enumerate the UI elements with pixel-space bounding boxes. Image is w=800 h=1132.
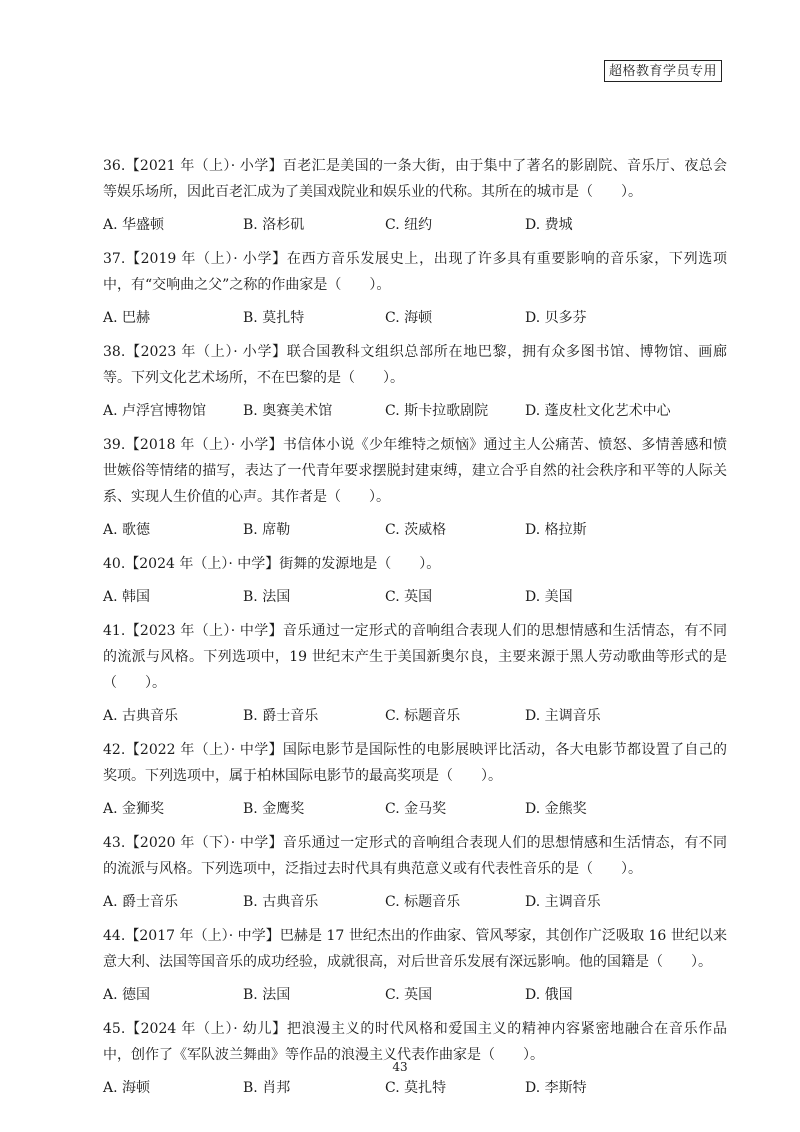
question-36 <box>103 153 727 238</box>
question-stem: 39.【2018 年（上）· 小学】书信体小说《少年维特之烦恼》通过主人公痛苦、愤怒、多情善感和愤世嫉俗等情绪的描写，表达了一代青年要求摆脱封建束缚，建立合乎自然的社会秩序和平等的人际关系、实现人生价值的心声。其作者是（ ）。 <box>103 437 727 505</box>
option-b: B. 古典音乐 <box>243 894 319 910</box>
question-39 <box>103 432 727 543</box>
options-row <box>103 398 727 424</box>
option-d: D. 俄国 <box>525 987 573 1003</box>
options-row <box>103 212 727 238</box>
option-b: B. 法国 <box>243 987 291 1003</box>
question-44 <box>103 923 727 1008</box>
question-43 <box>103 830 727 915</box>
question-stem: 38.【2023 年（上）· 小学】联合国教科文组织总部所在地巴黎，拥有众多图书馆、博物馆、画廊等。下列文化艺术场所，不在巴黎的是（ ）。 <box>103 344 727 386</box>
options-row <box>103 517 727 543</box>
question-stem: 37.【2019 年（上）· 小学】在西方音乐发展史上，出现了许多具有重要影响的音乐家，下列选项中，有“交响曲之父”之称的作曲家是（ ）。 <box>103 251 727 293</box>
option-c: C. 斯卡拉歌剧院 <box>385 403 489 419</box>
options-row <box>103 703 727 729</box>
option-c: C. 标题音乐 <box>385 894 461 910</box>
question-stem: 41.【2023 年（上）· 中学】音乐通过一定形式的音响组合表现人们的思想情感和生活情态，有不同的流派与风格。下列选项中，19 世纪末产生于美国新奥尔良，主要来源于黑人劳动歌曲等形式的是（ ）。 <box>103 623 727 691</box>
option-d: D. 主调音乐 <box>525 708 601 724</box>
question-stem: 40.【2024 年（上）· 中学】街舞的发源地是（ ）。 <box>103 556 441 572</box>
option-a: A. 巴赫 <box>103 310 151 326</box>
page-number: 43 <box>392 1060 408 1074</box>
option-a: A. 爵士音乐 <box>103 894 179 910</box>
option-d: D. 美国 <box>525 589 573 605</box>
option-c: C. 茨威格 <box>385 522 447 538</box>
option-c: C. 金马奖 <box>385 801 447 817</box>
option-d: D. 费城 <box>525 217 573 233</box>
header-badge: 超格教育学员专用 <box>604 60 722 82</box>
question-38 <box>103 339 727 424</box>
option-b: B. 金鹰奖 <box>243 801 305 817</box>
option-a: A. 华盛顿 <box>103 217 165 233</box>
question-41 <box>103 618 727 729</box>
question-40 <box>103 551 727 610</box>
option-d: D. 主调音乐 <box>525 894 601 910</box>
option-c: C. 海顿 <box>385 310 433 326</box>
options-row <box>103 305 727 331</box>
option-d: D. 金熊奖 <box>525 801 587 817</box>
option-a: A. 歌德 <box>103 522 151 538</box>
question-stem: 44.【2017 年（上）· 中学】巴赫是 17 世纪杰出的作曲家、管风琴家，其创作广泛吸取 16 世纪以来意大利、法国等国音乐的成功经验，成就很高，对后世音乐发展有深远影响。他的国籍是（ ）。 <box>103 928 727 970</box>
question-list <box>103 153 727 1109</box>
option-d: D. 蓬皮杜文化艺术中心 <box>525 403 671 419</box>
option-c: C. 标题音乐 <box>385 708 461 724</box>
option-b: B. 洛杉矶 <box>243 217 305 233</box>
option-c: C. 莫扎特 <box>385 1080 447 1096</box>
question-stem: 36.【2021 年（上）· 小学】百老汇是美国的一条大街，由于集中了著名的影剧院、音乐厅、夜总会等娱乐场所，因此百老汇成为了美国戏院业和娱乐业的代称。其所在的城市是（ ）。 <box>103 158 727 200</box>
option-a: A. 德国 <box>103 987 151 1003</box>
option-a: A. 海顿 <box>103 1080 151 1096</box>
question-stem: 42.【2022 年（上）· 中学】国际电影节是国际性的电影展映评比活动，各大电影节都设置了自己的奖项。下列选项中，属于柏林国际电影节的最高奖项是（ ）。 <box>103 742 727 784</box>
option-c: C. 英国 <box>385 987 433 1003</box>
option-c: C. 英国 <box>385 589 433 605</box>
option-d: D. 贝多芬 <box>525 310 587 326</box>
question-37 <box>103 246 727 331</box>
option-b: B. 莫扎特 <box>243 310 305 326</box>
option-b: B. 奥赛美术馆 <box>243 403 333 419</box>
option-a: A. 金狮奖 <box>103 801 165 817</box>
question-42 <box>103 737 727 822</box>
option-b: B. 肖邦 <box>243 1080 291 1096</box>
option-a: A. 韩国 <box>103 589 151 605</box>
question-stem: 45.【2024 年（上）· 幼儿】把浪漫主义的时代风格和爱国主义的精神内容紧密地融合在音乐作品中，创作了《军队波兰舞曲》等作品的浪漫主义代表作曲家是（ ）。 <box>103 1021 727 1063</box>
option-d: D. 格拉斯 <box>525 522 587 538</box>
option-d: D. 李斯特 <box>525 1080 587 1096</box>
question-stem: 43.【2020 年（下）· 中学】音乐通过一定形式的音响组合表现人们的思想情感和生活情态，有不同的流派与风格。下列选项中，泛指过去时代具有典范意义或有代表性音乐的是（ ）。 <box>103 835 727 877</box>
options-row <box>103 889 727 915</box>
options-row <box>103 1075 727 1101</box>
question-45 <box>103 1016 727 1101</box>
options-row <box>103 796 727 822</box>
option-a: A. 卢浮宫博物馆 <box>103 403 207 419</box>
options-row <box>103 584 727 610</box>
option-c: C. 纽约 <box>385 217 433 233</box>
option-b: B. 法国 <box>243 589 291 605</box>
option-a: A. 古典音乐 <box>103 708 179 724</box>
option-b: B. 爵士音乐 <box>243 708 319 724</box>
option-b: B. 席勒 <box>243 522 291 538</box>
options-row <box>103 982 727 1008</box>
